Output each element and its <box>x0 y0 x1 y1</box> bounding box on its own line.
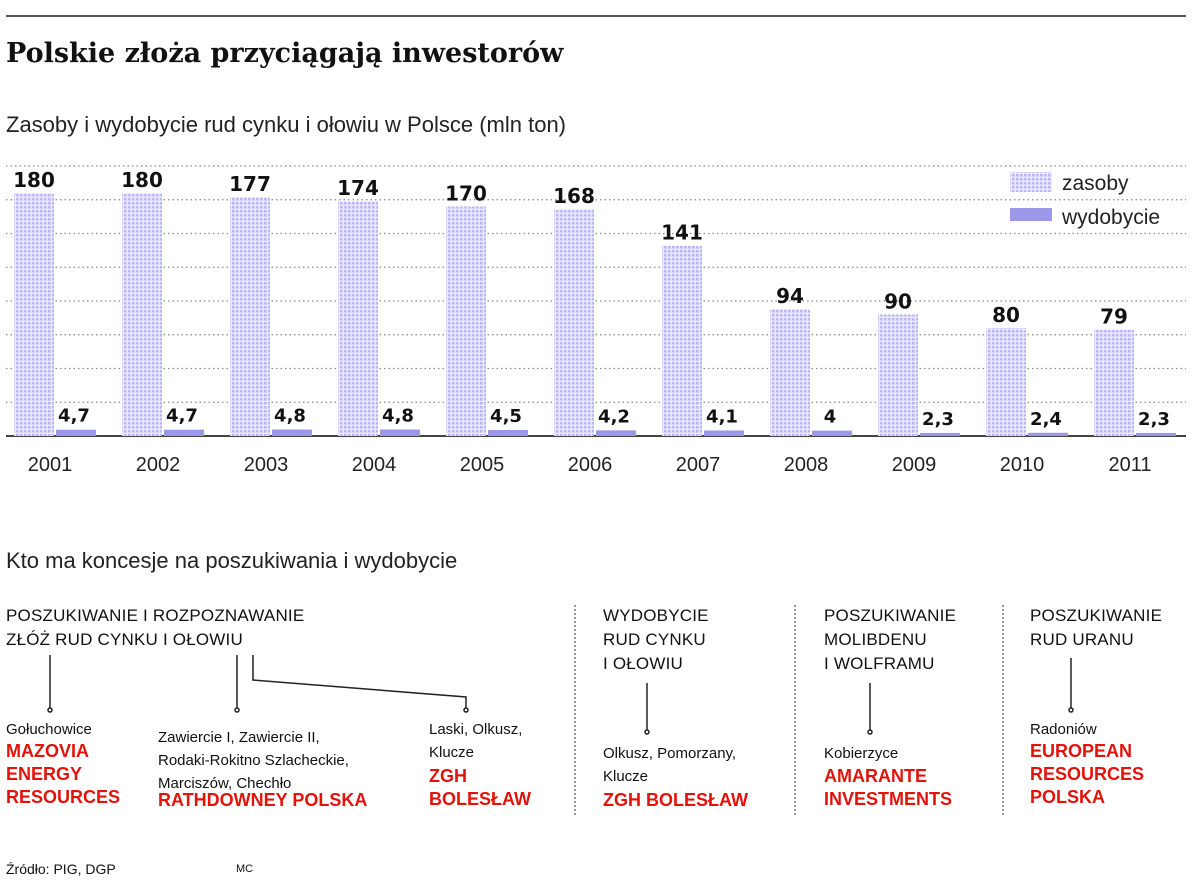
data-label-wydobycie: 2,3 <box>1138 408 1170 430</box>
x-tick-label: 2001 <box>27 454 73 476</box>
connector-line <box>253 655 466 710</box>
column-separator <box>1002 605 1004 815</box>
heading-line: MOLIBDENU <box>824 630 927 649</box>
bar-zasoby <box>338 201 378 436</box>
concession-company <box>1030 740 1144 809</box>
col-mining-zinc-lead-heading <box>603 604 709 676</box>
company-line: EUROPEAN <box>1030 741 1133 761</box>
place-line: Klucze <box>603 768 649 785</box>
data-label-wydobycie: 2,4 <box>1030 408 1062 430</box>
data-label-wydobycie: 4 <box>823 406 837 428</box>
top-rule <box>6 15 1186 17</box>
connector-dot <box>868 730 872 734</box>
legend-label-zasoby: zasoby <box>1062 172 1129 195</box>
concession-places <box>158 726 349 795</box>
data-label-wydobycie: 4,5 <box>490 405 522 427</box>
data-label-zasoby: 90 <box>884 289 912 314</box>
x-tick-label: 2010 <box>999 454 1045 476</box>
author-initials: MC <box>236 863 254 875</box>
connector-dot <box>645 730 649 734</box>
data-label-wydobycie: 4,7 <box>58 405 90 427</box>
source-note: Źródło: PIG, DGP <box>6 861 116 877</box>
company-line: MAZOVIA <box>6 741 89 761</box>
x-tick-label: 2004 <box>351 454 397 476</box>
bar-zasoby <box>14 193 54 436</box>
chart-subtitle: Zasoby i wydobycie rud cynku i ołowiu w Polsce (mln ton) <box>6 112 567 137</box>
heading-line: WYDOBYCIE <box>603 606 709 625</box>
bar-zasoby <box>122 193 162 436</box>
place-line: Klucze <box>429 744 475 761</box>
company-line: RATHDOWNEY POLSKA <box>158 790 368 810</box>
bar-chart <box>0 150 1200 485</box>
legend-swatch-wydobycie <box>1010 208 1052 221</box>
data-label-wydobycie: 4,8 <box>274 405 306 427</box>
bar-wydobycie <box>1136 433 1176 436</box>
data-label-wydobycie: 4,8 <box>382 405 414 427</box>
data-label-zasoby: 170 <box>445 181 487 206</box>
data-label-zasoby: 180 <box>13 168 55 192</box>
x-tick-label: 2009 <box>891 454 937 476</box>
company-line: POLSKA <box>1030 787 1106 807</box>
place-line: Radoniów <box>1030 721 1097 738</box>
bar-zasoby <box>446 207 486 437</box>
page-title: Polskie złoża przyciągają inwestorów <box>6 38 564 69</box>
company-line: BOLESŁAW <box>429 789 531 809</box>
data-label-zasoby: 180 <box>121 168 163 192</box>
heading-line: RUD CYNKU <box>603 630 706 649</box>
legend-label-wydobycie: wydobycie <box>1062 206 1161 229</box>
bar-zasoby <box>230 197 270 436</box>
place-line: Kobierzyce <box>824 745 899 762</box>
bar-wydobycie <box>56 430 96 436</box>
heading-line: POSZUKIWANIE <box>824 606 957 625</box>
place-line: Laski, Olkusz, <box>429 721 523 738</box>
concession-places <box>6 718 92 741</box>
bar-wydobycie <box>596 430 636 436</box>
concession-company <box>603 789 748 812</box>
connector-dot <box>235 708 239 712</box>
heading-line: RUD URANU <box>1030 630 1134 649</box>
concession-company <box>158 789 367 812</box>
col-exploration-zinc-lead-heading <box>6 604 304 652</box>
bar-wydobycie <box>164 430 204 436</box>
data-label-zasoby: 168 <box>553 184 595 209</box>
company-line: ZGH <box>429 766 467 786</box>
bar-wydobycie <box>272 430 312 436</box>
x-tick-label: 2006 <box>567 454 613 476</box>
x-tick-label: 2002 <box>135 454 181 476</box>
place-line: Zawiercie I, Zawiercie II, <box>158 729 320 746</box>
bar-wydobycie <box>812 431 852 436</box>
concession-company <box>429 765 531 811</box>
place-line: Rodaki-Rokitno Szlacheckie, <box>158 752 349 769</box>
company-line: RESOURCES <box>1030 764 1145 784</box>
bar-wydobycie <box>704 430 744 436</box>
concession-company <box>6 740 120 809</box>
heading-line: I WOLFRAMU <box>824 654 935 673</box>
col-molybdenum-tungsten-heading <box>824 604 956 676</box>
place-line: Gołuchowice <box>6 721 92 738</box>
bar-zasoby <box>1094 329 1134 436</box>
bar-zasoby <box>554 209 594 436</box>
data-label-wydobycie: 4,7 <box>166 405 198 427</box>
column-separator <box>574 605 576 815</box>
x-tick-label: 2007 <box>675 454 721 476</box>
data-label-zasoby: 177 <box>229 172 271 197</box>
legend-swatch-zasoby <box>1010 172 1052 192</box>
connector-dot <box>48 708 52 712</box>
x-tick-label: 2011 <box>1108 454 1152 476</box>
bar-zasoby <box>662 246 702 436</box>
bar-wydobycie <box>488 430 528 436</box>
concession-places <box>603 742 736 788</box>
data-label-zasoby: 174 <box>337 176 379 201</box>
company-line: ENERGY <box>6 764 83 784</box>
bar-zasoby <box>878 315 918 437</box>
column-separator <box>794 605 796 815</box>
place-line: Marciszów, Chechło <box>158 775 292 792</box>
heading-line: POSZUKIWANIE <box>1030 606 1163 625</box>
data-label-zasoby: 79 <box>1100 304 1128 329</box>
bar-zasoby <box>770 309 810 436</box>
concession-company <box>824 765 952 811</box>
bar-wydobycie <box>1028 433 1068 436</box>
bar-wydobycie <box>920 433 960 436</box>
x-tick-label: 2008 <box>783 454 829 476</box>
company-line: AMARANTE <box>824 766 927 786</box>
x-tick-label: 2003 <box>243 454 289 476</box>
data-label-wydobycie: 4,2 <box>598 406 630 428</box>
place-line: Olkusz, Pomorzany, <box>603 745 737 762</box>
heading-line: I OŁOWIU <box>603 654 683 673</box>
concessions-heading: Kto ma koncesje na poszukiwania i wydobycie <box>6 548 458 573</box>
heading-line: POSZUKIWANIE I ROZPOZNAWANIE <box>6 606 305 625</box>
data-label-zasoby: 94 <box>776 284 804 309</box>
heading-line: ZŁÓŻ RUD CYNKU I OŁOWIU <box>6 630 243 649</box>
concession-places <box>429 718 522 764</box>
data-label-wydobycie: 4,1 <box>706 406 738 428</box>
concession-places <box>1030 718 1097 741</box>
company-line: INVESTMENTS <box>824 789 953 809</box>
bar-zasoby <box>986 328 1026 436</box>
connector-dot <box>464 708 468 712</box>
x-tick-label: 2005 <box>459 454 505 476</box>
data-label-zasoby: 80 <box>992 303 1020 327</box>
data-label-zasoby: 141 <box>661 220 703 245</box>
company-line: RESOURCES <box>6 787 121 807</box>
data-label-wydobycie: 2,3 <box>922 408 954 430</box>
connector-dot <box>1069 708 1073 712</box>
bar-wydobycie <box>380 430 420 436</box>
company-line: ZGH BOLESŁAW <box>603 790 748 810</box>
concession-places <box>824 742 898 765</box>
col-uranium-heading <box>1030 604 1162 652</box>
legend <box>1010 172 1160 229</box>
